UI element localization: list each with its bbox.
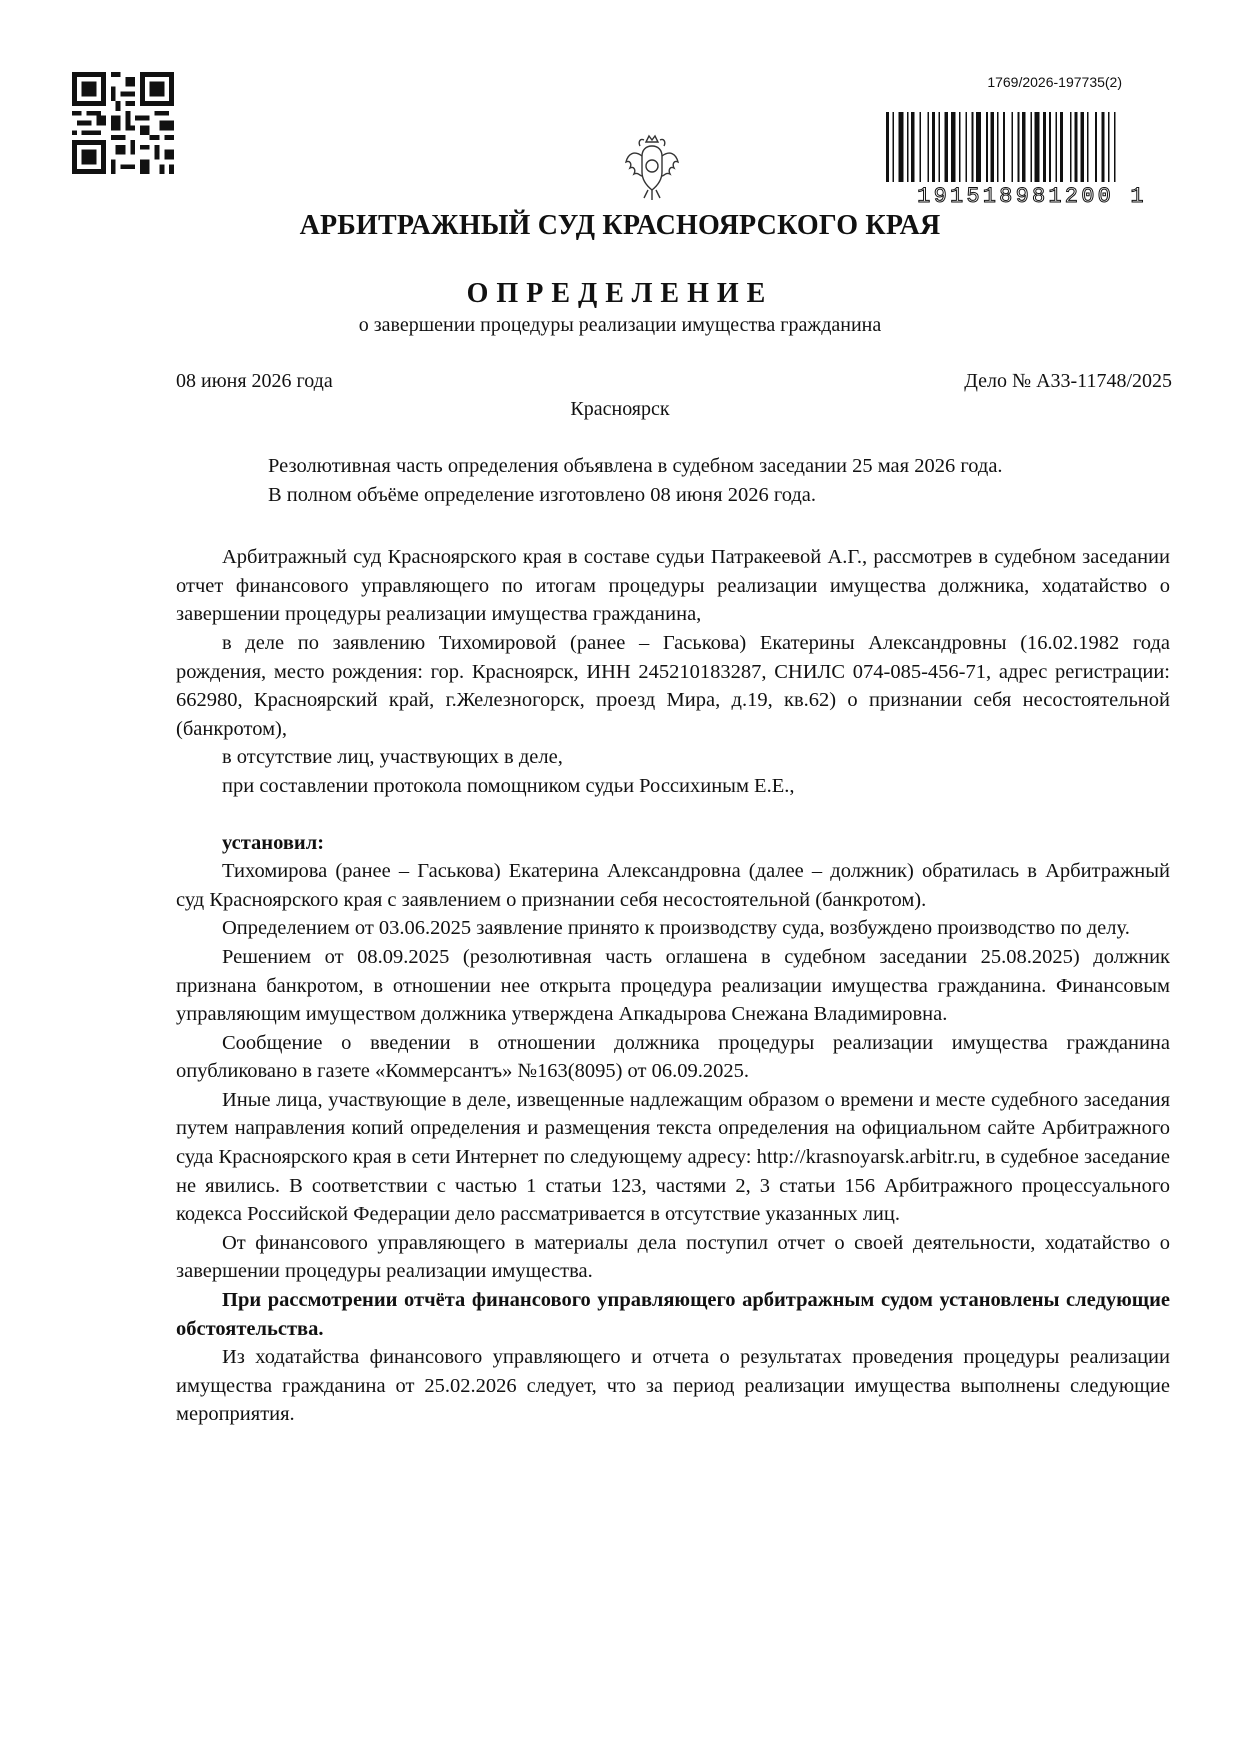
document-date: 08 июня 2026 года xyxy=(176,370,333,392)
qr-code-icon xyxy=(72,72,174,174)
established-heading: установил: xyxy=(222,831,325,854)
barcode-icon xyxy=(884,112,1176,190)
established-paragraph: Из ходатайства финансового управляющего и отчета о результатах проведения процедуры реализации имущества гражданина от 25.02.2026 следует, что за период реализации имущества выполнены следующие мероприятия. xyxy=(176,1346,1170,1426)
barcode-digits: 191518981200 1 xyxy=(917,184,1147,209)
case-number: Дело № А33-11748/2025 xyxy=(964,370,1172,392)
court-name: АРБИТРАЖНЫЙ СУД КРАСНОЯРСКОГО КРАЯ xyxy=(299,210,941,241)
established-paragraph: Сообщение о введении в отношении должника процедуры реализации имущества гражданина опубликовано в газете «Коммерсантъ» №163(8095) от 06.09.2025. xyxy=(176,1031,1170,1083)
applicant-paragraph: в деле по заявлению Тихомировой (ранее – Гаськова) Екатерины Александровны (16.02.1982 года рождения, место рождения: гор. Красноярск, ИНН 245210183287, СНИЛС 074-085-456-71, адрес регистрации: 662980, Красноярский край, г.Железногорск, проезд Мира, д.19, кв.62) о признании себя несостоятельной (банкротом), xyxy=(176,631,1170,740)
established-paragraph: Тихомирова (ранее – Гаськова) Екатерина Александровна (далее – должник) обратилась в Арбитражный суд Красноярского края с заявлением о признании себя несостоятельной (банкротом). xyxy=(176,860,1170,911)
established-paragraph: Определением от 03.06.2025 заявление принято к производству суда, возбуждено производство по делу. xyxy=(222,917,1130,940)
intro-paragraph: Арбитражный суд Красноярского края в составе судьи Патракеевой А.Г., рассмотрев в судебном заседании отчет финансового управляющего по итогам процедуры реализации имущества должника, ходатайство о завершении процедуры реализации имущества гражданина, xyxy=(176,546,1170,626)
russian-coat-of-arms-icon xyxy=(622,132,682,202)
document-type: ОПРЕДЕЛЕНИЕ xyxy=(466,278,774,309)
absence-paragraph: в отсутствие лиц, участвующих в деле, xyxy=(222,746,563,769)
established-paragraph: Иные лица, участвующие в деле, извещенные надлежащим образом о времени и месте судебного заседания путем направления копий определения и размещения текста определения на официальном сайте Арбитражного суда Красноярского края в сети Интернет по следующему адресу: http://krasnoyarsk.arbitr.ru, в судебное заседание не явились. В соответствии с частью 1 статьи 123, частями 2, 3 статьи 156 Арбитражного процессуального кодекса Российской Федерации дело рассматривается в отсутствие указанных лиц. xyxy=(176,1088,1170,1226)
document-registration-number: 1769/2026-197735(2) xyxy=(987,74,1122,90)
established-paragraph: От финансового управляющего в материалы дела поступил отчет о своей деятельности, ходатайство о завершении процедуры реализации имущества. xyxy=(176,1231,1170,1283)
protocol-paragraph: при составлении протокола помощником судьи Россихиным Е.Е., xyxy=(222,774,795,797)
resolution-announced-line: Резолютивная часть определения объявлена в судебном заседании 25 мая 2026 года. xyxy=(268,455,1003,477)
document-city: Красноярск xyxy=(570,398,670,420)
document-body xyxy=(176,452,1170,1429)
resolution-full-text-line: В полном объёме определение изготовлено 08 июня 2026 года. xyxy=(268,483,817,506)
circumstances-heading: При рассмотрении отчёта финансового управляющего арбитражным судом установлены следующие обстоятельства. xyxy=(176,1289,1170,1340)
established-paragraph: Решением от 08.09.2025 (резолютивная часть оглашена в судебном заседании 25.08.2025) должник признана банкротом, в отношении нее открыта процедура реализации имущества гражданина. Финансовым управляющим имуществом должника утверждена Апкадырова Снежана Владимировна. xyxy=(176,945,1170,1026)
document-subject: о завершении процедуры реализации имущества гражданина xyxy=(358,314,882,336)
